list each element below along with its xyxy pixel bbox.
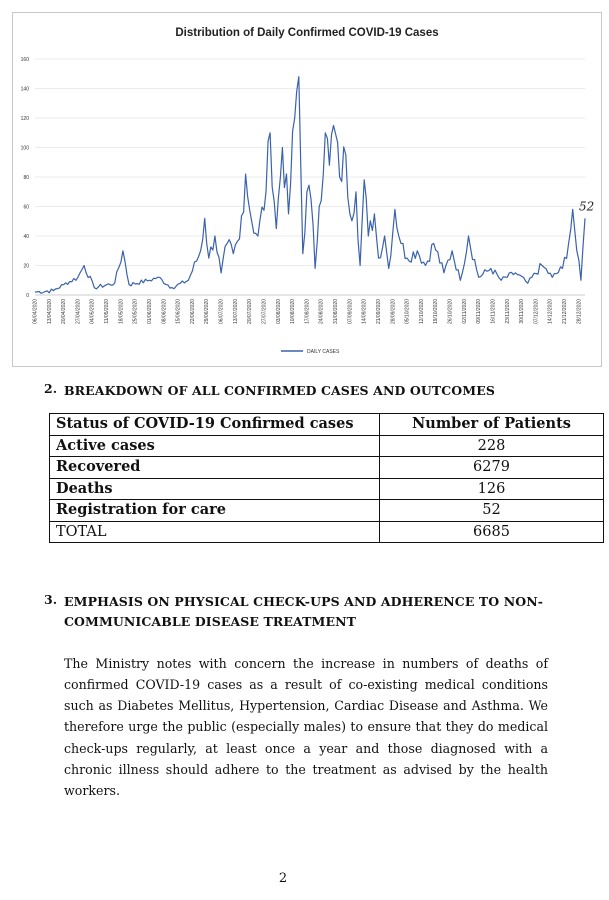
x-tick-label: 24/08/2020 [318,299,325,325]
section-3-title-line-2: COMMUNICABLE DISEASE TREATMENT [64,614,357,629]
table-row [50,457,604,479]
row-count: 6685 [380,521,604,543]
x-tick-label: 12/10/2020 [418,299,425,325]
row-count: 52 [380,500,604,522]
table-row-total [50,521,604,543]
row-status: TOTAL [50,521,380,543]
section-2-number: 2. [44,381,58,396]
header-patients: Number of Patients [380,414,604,436]
x-tick-label: 29/06/2020 [204,299,211,325]
x-tick-label: 06/04/2020 [32,299,39,325]
section-3-paragraph: The Ministry notes with concern the increase in numbers of deaths of confirmed COVID-19 cases as a result of co-existing medical conditions such as Diabetes Mellitus, Hypertension, Cardiac Disease and Asthma. We therefore urge the public (especially males) to ensure that they do medical check-ups regularly, at least once a year and those diagnosed with a chronic illness should adhere to the treatment as advised by the health workers. [64,655,548,799]
y-tick-label: 100 [20,145,29,152]
x-tick-label: 27/07/2020 [261,299,268,325]
x-tick-label: 03/08/2020 [275,299,282,325]
x-tick-label: 22/06/2020 [189,299,196,325]
y-tick-label: 60 [23,204,29,211]
daily-cases-chart [12,12,602,367]
x-tick-label: 13/04/2020 [46,299,53,325]
row-status: Deaths [50,478,380,500]
row-count: 126 [380,478,604,500]
outcomes-table [49,413,604,543]
x-tick-label: 07/09/2020 [347,299,354,325]
x-tick-label: 05/10/2020 [404,299,411,325]
x-tick-label: 25/05/2020 [132,299,139,325]
x-tick-label: 13/07/2020 [232,299,239,325]
x-tick-label: 21/12/2020 [562,299,569,325]
y-tick-label: 140 [20,86,29,93]
x-tick-label: 26/10/2020 [447,299,454,325]
x-tick-label: 07/12/2020 [533,299,540,325]
section-2-title: BREAKDOWN OF ALL CONFIRMED CASES AND OUTCOMES [64,383,495,398]
chart-title: Distribution of Daily Confirmed COVID-19 Cases [175,27,439,39]
y-tick-label: 160 [20,57,29,63]
row-status: Active cases [50,435,380,457]
x-tick-label: 04/05/2020 [89,299,96,325]
x-tick-label: 28/12/2020 [576,299,583,325]
y-tick-label: 0 [26,293,29,299]
x-tick-label: 15/06/2020 [175,299,182,325]
section-3-title-line-1: EMPHASIS ON PHYSICAL CHECK-UPS AND ADHERENCE TO NON- [64,594,544,609]
x-tick-labels [33,299,583,324]
x-tick-label: 16/11/2020 [490,299,497,324]
daily-cases-line [35,77,585,294]
last-value-label: 52 [579,199,595,214]
section-3-number: 3. [44,592,58,607]
x-tick-label: 23/11/2020 [504,299,511,324]
legend-label: DAILY CASES [307,349,340,355]
gridlines [35,59,585,295]
table-row [50,435,604,457]
row-status: Recovered [50,457,380,479]
x-tick-label: 30/11/2020 [519,299,526,324]
table-row [50,478,604,500]
x-tick-label: 08/06/2020 [161,299,168,325]
x-tick-label: 21/09/2020 [375,299,382,325]
table-header-row [50,414,604,436]
x-tick-label: 20/07/2020 [247,299,254,325]
x-tick-label: 11/05/2020 [104,299,111,324]
x-tick-label: 19/10/2020 [433,299,440,325]
x-tick-label: 27/04/2020 [75,299,82,325]
x-tick-label: 17/08/2020 [304,299,311,325]
x-tick-label: 01/06/2020 [146,299,153,325]
row-count: 6279 [380,457,604,479]
x-tick-label: 10/08/2020 [290,299,297,325]
row-status: Registration for care [50,500,380,522]
y-tick-label: 20 [23,263,29,270]
y-tick-labels [21,57,30,299]
header-status: Status of COVID-19 Confirmed cases [50,414,380,436]
y-tick-label: 120 [20,116,29,122]
legend [281,349,340,355]
page-number: 2 [278,871,288,886]
y-tick-label: 80 [23,175,29,181]
x-tick-label: 31/08/2020 [333,299,340,325]
table-row [50,500,604,522]
y-tick-label: 40 [23,234,29,240]
x-tick-label: 09/11/2020 [476,299,483,324]
x-tick-label: 28/09/2020 [390,299,397,325]
x-tick-label: 18/05/2020 [118,299,125,325]
x-tick-label: 20/04/2020 [61,299,68,325]
x-tick-label: 14/09/2020 [361,299,368,325]
x-tick-label: 02/11/2020 [461,299,468,324]
x-tick-label: 06/07/2020 [218,299,225,325]
x-tick-label: 14/12/2020 [547,299,554,325]
chart-svg [13,13,601,366]
row-count: 228 [380,435,604,457]
